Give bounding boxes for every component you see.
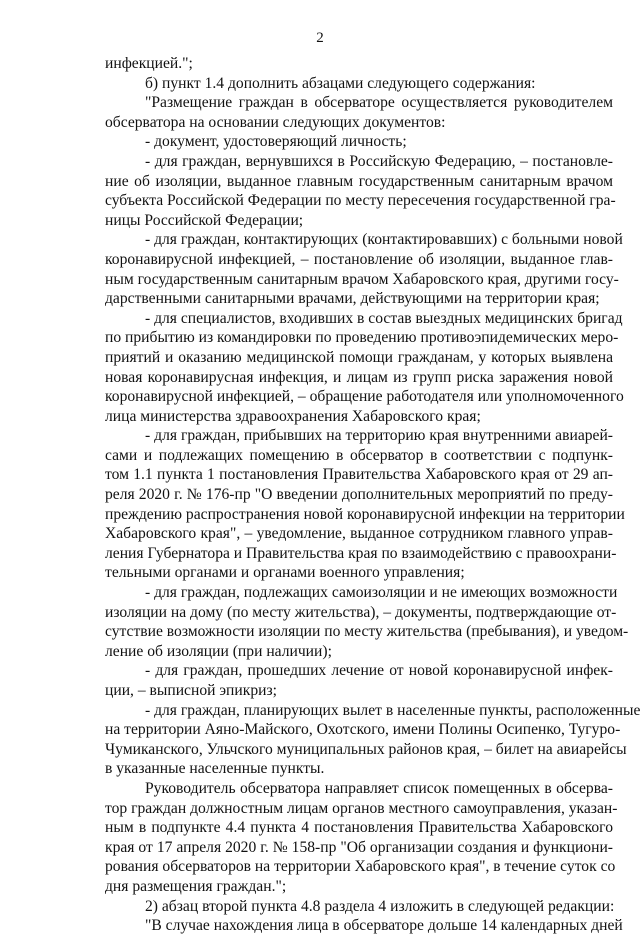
text-line: края от 17 апреля 2020 г. № 158-пр "Об организации создания и функциони- xyxy=(105,838,613,856)
text-line: приятий и оказанию медицинской помощи гражданам, у которых выявлена xyxy=(105,348,613,366)
text-line: дарственными санитарными врачами, действующими на территории края; xyxy=(105,290,600,308)
text-line: - для граждан, подлежащих самоизоляции и не имеющих возможности xyxy=(145,584,618,602)
text-line: ление об изоляции (при наличии); xyxy=(105,642,332,660)
text-line: - для граждан, вернувшихся в Российскую Федерацию, – постановле- xyxy=(145,152,613,170)
text-line: обсерватора на основании следующих документов: xyxy=(105,113,446,131)
text-line: дня размещения граждан."; xyxy=(105,877,287,895)
text-line: преждению распространения новой коронавирусной инфекции на территории xyxy=(105,505,625,523)
text-line: - для граждан, планирующих вылет в населенные пункты, расположенные xyxy=(145,701,640,719)
text-line: ницы Российской Федерации; xyxy=(105,211,304,229)
text-line: ным в подпункте 4.4 пункта 4 постановления Правительства Хабаровского xyxy=(105,819,613,837)
text-line: сами и подлежащих помещению в обсерватор в соответствии с подпунк- xyxy=(105,446,613,464)
text-line: Хабаровского края", – уведомление, выданное сотрудником главного управ- xyxy=(105,525,613,543)
text-line: - для граждан, прибывших на территорию края внутренними авиарей- xyxy=(145,427,613,445)
text-line: ции, – выписной эпикриз; xyxy=(105,682,277,699)
text-line: тельными органами и органами военного управления; xyxy=(105,564,465,582)
document-body xyxy=(105,54,640,936)
text-line: сутствие возможности изоляции по месту жительства (пребывания), и уведом- xyxy=(105,623,629,641)
text-line: б) пункт 1.4 дополнить абзацами следующего содержания: xyxy=(145,74,536,92)
text-line: в указанные населенные пункты. xyxy=(105,760,325,778)
text-line: 2) абзац второй пункта 4.8 раздела 4 изложить в следующей редакции: xyxy=(145,897,615,915)
text-line: ления Губернатора и Правительства края по взаимодействию с правоохрани- xyxy=(105,544,617,562)
text-line: Руководитель обсерватора направляет список помещенных в обсерва- xyxy=(145,779,613,797)
text-line: коронавирусной инфекцией, – постановление об изоляции, выданное глав- xyxy=(105,250,613,268)
text-line: инфекцией."; xyxy=(105,55,193,72)
text-line: "Размещение граждан в обсерваторе осуществляется руководителем xyxy=(145,94,613,112)
text-line: - для граждан, прошедших лечение от новой коронавирусной инфек- xyxy=(145,662,613,680)
text-line: ние об изоляции, выданное главным государственным санитарным врачом xyxy=(105,172,613,190)
text-line: ным государственным санитарным врачом Хабаровского края, другими госу- xyxy=(105,270,619,288)
text-line: "В случае нахождения лица в обсерваторе дольше 14 календарных дней xyxy=(145,917,623,935)
text-line: рования обсерваторов на территории Хабаровского края", в течение суток со xyxy=(105,858,616,876)
text-line: тор граждан должностным лицам органов местного самоуправления, указан- xyxy=(105,799,618,817)
text-line: на территории Аяно-Майского, Охотского, имени Полины Осипенко, Тугуро- xyxy=(105,721,621,739)
page-number: 2 xyxy=(316,30,324,46)
text-line: - для специалистов, входивших в состав выездных медицинских бригад xyxy=(145,309,623,327)
text-line: лица министерства здравоохранения Хабаровского края; xyxy=(105,407,481,425)
text-line: Чумиканского, Ульчского муниципальных районов края, – билет на авиарейсы xyxy=(105,740,627,758)
text-line: реля 2020 г. № 176-пр "О введении дополнительных мероприятий по преду- xyxy=(105,486,613,504)
text-line: новая коронавирусная инфекция, и лицам из групп риска заражения новой xyxy=(105,368,613,386)
text-line: субъекта Российской Федерации по месту пересечения государственной гра- xyxy=(105,192,616,210)
text-line: изоляции на дому (по месту жительства), – документы, подтверждающие от- xyxy=(105,603,617,621)
text-line: том 1.1 пункта 1 постановления Правительства Хабаровского края от 29 ап- xyxy=(105,466,613,484)
text-line: коронавирусной инфекцией, – обращение работодателя или уполномоченного xyxy=(105,388,624,406)
text-line: по прибытию из командировки по проведению противоэпидемических меро- xyxy=(105,329,619,347)
text-line: - документ, удостоверяющий личность; xyxy=(145,133,407,151)
text-line: - для граждан, контактирующих (контактировавших) с больными новой xyxy=(145,231,623,249)
